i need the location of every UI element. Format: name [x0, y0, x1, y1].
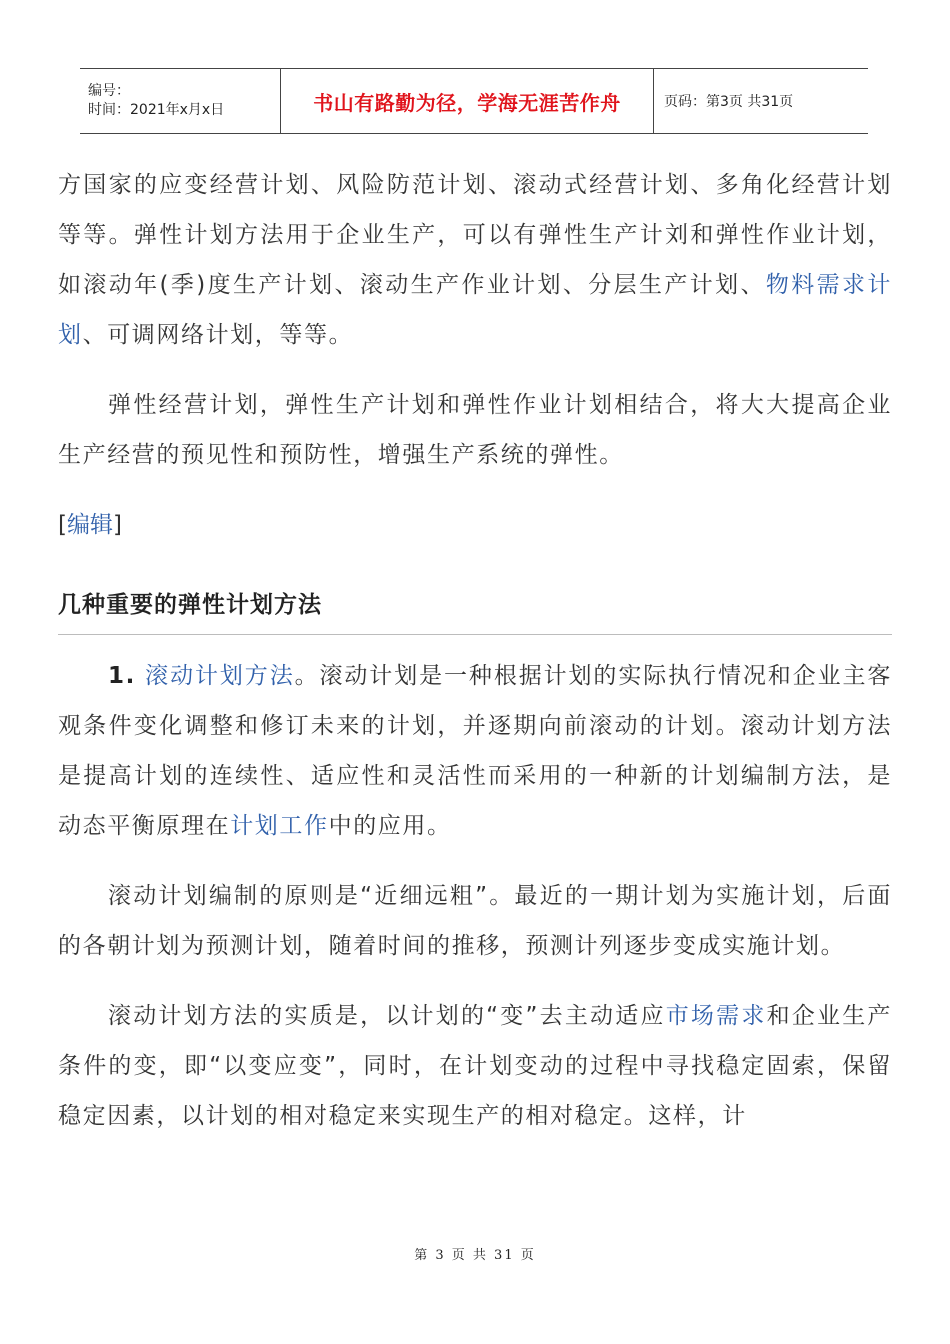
page-footer: 第 3 页 共 31 页: [414, 1248, 536, 1263]
edit-bracket-open: [: [58, 512, 67, 538]
paragraph-2: 弹性经营计划，弹性生产计划和弹性作业计划相结合，将大大提高企业生产经营的预见性和预防性，增强生产系统的弹性。: [58, 392, 892, 468]
paragraph-5: [58, 991, 892, 1141]
header-page-info: 页码：第3页 共31页: [664, 94, 794, 110]
paragraph-3-text-a: 。滚动计划是一种根据计划的实际执行情况和企业主客观条件变化调整和修订未来的计划，并逐期向前滚动的计划。滚动计划方法是提高计划的连续性、适应性和灵活性而采用的一种新的计划编制方法，是动态平衡原理在: [58, 663, 892, 839]
edit-bracket-close: ]: [112, 512, 122, 538]
list-number: 1.: [108, 663, 136, 689]
edit-section-link-wrapper: [58, 500, 892, 550]
document-body: [58, 160, 892, 1141]
link-planning-work[interactable]: 计划工作: [230, 813, 329, 839]
page-header: [80, 68, 868, 134]
paragraph-3-text-b: 中的应用。: [328, 813, 452, 839]
edit-link[interactable]: 编辑: [66, 512, 113, 538]
paragraph-5-text-b: 和企业生产条件的变，即“以变应变”，同时，在计划变动的过程中寻找稳定固索，保留稳定因素，以计划的相对稳定来实现生产的相对稳定。这样，计: [58, 1003, 893, 1129]
header-motto-cell: [280, 69, 654, 133]
link-rolling-plan-method[interactable]: 滚动计划方法: [145, 663, 295, 689]
paragraph-1: [58, 160, 892, 360]
link-market-demand[interactable]: 市场需求: [665, 1003, 767, 1029]
header-page-info-cell: [654, 69, 868, 133]
link-material-requirements-planning[interactable]: 物料需求计划: [58, 272, 892, 348]
header-left-cell: [80, 69, 280, 133]
paragraph-1-text-a: 方国家的应变经营计划、风险防范计划、滚动式经营计划、多角化经营计划等等。弹性计划方法用于企业生产，可以有弹性生产计刘和弹性作业计划，如滚动年(季)度生产计划、滚动生产作业计划、分层生产计划、: [58, 172, 892, 298]
paragraph-1-text-b: 、可调网络计划，等等。: [82, 322, 354, 348]
section-heading: 几种重要的弹性计划方法: [58, 580, 892, 635]
paragraph-3: [58, 651, 892, 851]
header-motto: 书山有路勤为径，学海无涯苦作舟: [313, 90, 621, 115]
date-label: 时间：2021年x月x日: [88, 102, 225, 118]
paragraph-5-text-a: 滚动计划方法的实质是，以计划的“变”去主动适应: [108, 1003, 666, 1029]
paragraph-4: 滚动计划编制的原则是“近细远粗”。最近的一期计划为实施计划，后面的各朝计划为预测计划，随着时间的推移，预测计列逐步变成实施计划。: [58, 883, 892, 959]
serial-number-label: 编号：: [88, 83, 130, 99]
